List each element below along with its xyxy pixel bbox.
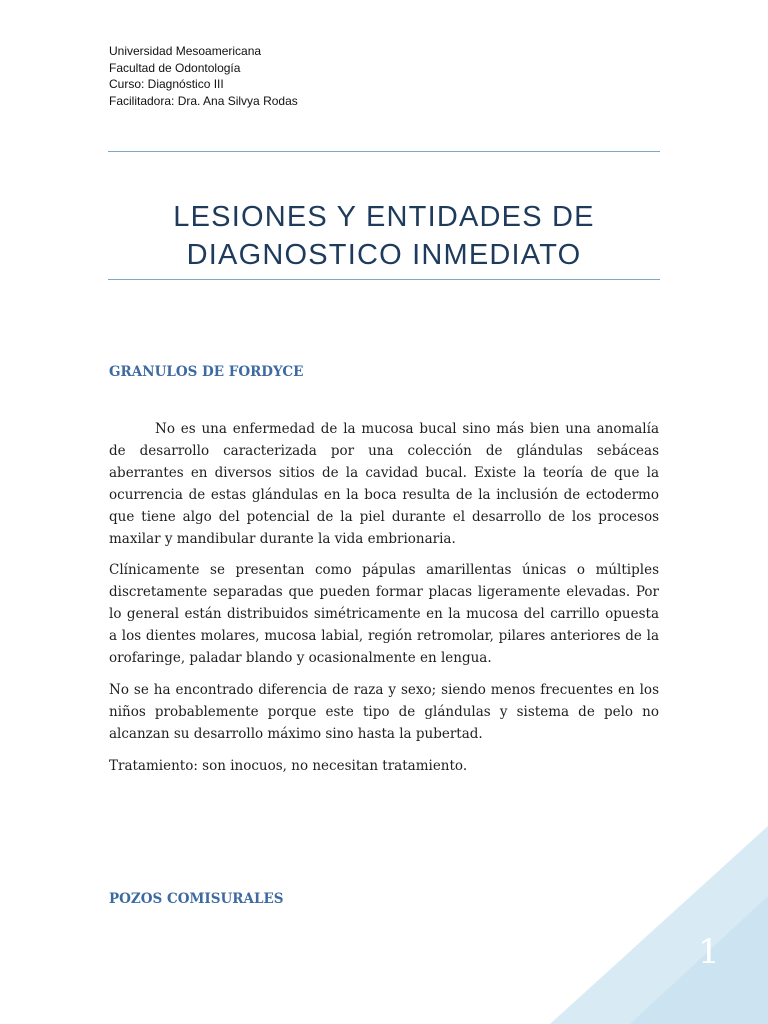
header-course: Curso: Diagnóstico III [109,77,224,91]
paragraph-2: Clínicamente se presentan como pápulas amarillentas únicas o múltiples discretamente separadas que pueden formar placas ligeramente elevadas. Por lo general están distribuidos simétricamente en la mucosa del carrillo opuesta a los dientes molares, mucosa labial, región retromolar, pilares anteriores de la orofaringe, paladar blando y ocasionalmente en lengua. [109,562,659,667]
title-line-2: DIAGNOSTICO INMEDIATO [186,239,582,271]
title-top-rule [108,151,660,152]
paragraph-3: No se ha encontrado diferencia de raza y sexo; siendo menos frecuentes en los niños probablemente porque este tipo de glándulas y sistema de pelo no alcanzan su desarrollo máximo sino hasta la pubertad. [109,681,659,742]
section-body-granulos [109,419,659,788]
section-heading-pozos: POZOS COMISURALES [109,891,284,907]
page-number: 1 [698,932,720,972]
document-title [108,198,660,274]
header-facilitator: Facilitadora: Dra. Ana Silvya Rodas [109,93,298,108]
paragraph-4: Tratamiento: son inocuos, no necesitan tratamiento. [109,757,468,774]
header-university: Universidad Mesoamericana [109,44,262,58]
section-heading-granulos: GRANULOS DE FORDYCE [109,364,304,380]
title-bottom-rule [108,279,660,280]
title-line-1: LESIONES Y ENTIDADES DE [173,201,595,233]
document-header [109,43,298,109]
header-faculty: Facultad de Odontología [109,60,241,75]
paragraph-1: No es una enfermedad de la mucosa bucal sino más bien una anomalía de desarrollo caracterizada por una colección de glándulas sebáceas aberrantes en diversos sitios de la cavidad bucal. Existe la teoría de que la ocurrencia de estas glándulas en la boca resulta de la inclusión de ectodermo que tiene algo del potencial de la piel durante el desarrollo de los procesos maxilar y mandibular durante la vida embrionaria. [109,421,659,547]
corner-decoration [550,826,768,1024]
